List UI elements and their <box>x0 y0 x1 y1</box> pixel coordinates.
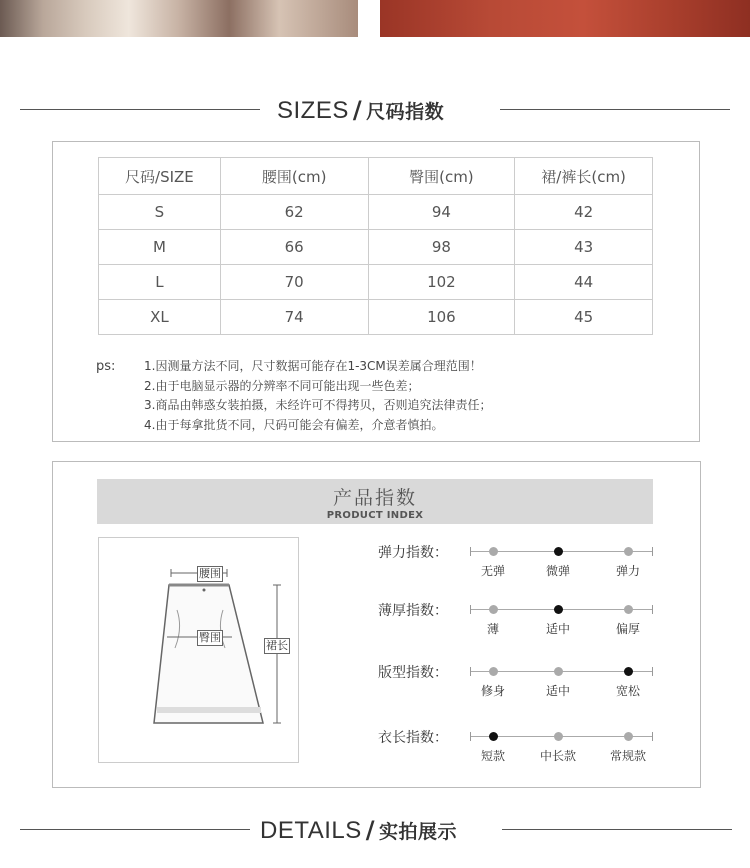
index-option-label: 中长款 <box>539 749 576 763</box>
cell-hip: 106 <box>368 300 515 335</box>
index-option-label: 适中 <box>545 622 570 636</box>
note-line: 2.由于电脑显示器的分辨率不同可能出现一些色差； <box>144 378 420 393</box>
cell-hip: 94 <box>368 195 515 230</box>
details-heading-cn: 实拍展示 <box>379 821 458 843</box>
index-option-label: 无弹 <box>480 564 505 578</box>
skirt-diagram <box>98 537 299 763</box>
index-option-label: 适中 <box>545 684 570 698</box>
cell-length: 42 <box>515 195 653 230</box>
index-dot-selected <box>554 605 563 614</box>
index-option-label: 修身 <box>480 684 505 698</box>
index-row-label: 版型指数： <box>378 665 448 681</box>
table-row <box>99 230 653 265</box>
details-heading <box>260 816 457 845</box>
index-option-label: 微弹 <box>545 564 570 578</box>
cell-size: L <box>99 265 221 300</box>
notes-prefix: ps: <box>96 359 116 374</box>
col-header-hip: 臀围(cm) <box>368 158 515 195</box>
index-row-label: 弹力指数： <box>378 545 448 561</box>
index-scale-end-tick <box>470 547 471 556</box>
product-photo-right <box>380 0 750 37</box>
details-rule-right <box>502 829 732 830</box>
details-heading-en: DETAILS <box>260 817 362 844</box>
col-header-length: 裙/裤长(cm) <box>515 158 653 195</box>
table-row <box>99 300 653 335</box>
index-option-label: 偏厚 <box>615 622 640 636</box>
heading-rule-left <box>20 109 260 110</box>
index-scale-end-tick <box>470 605 471 614</box>
sizes-heading-en: SIZES <box>277 97 349 124</box>
note-line: 4.由于每拿批货不同，尺码可能会有偏差，介意者慎拍。 <box>144 417 444 432</box>
index-dot <box>554 667 563 676</box>
cell-waist: 62 <box>220 195 368 230</box>
index-scale-end-tick <box>652 732 653 741</box>
index-dot <box>624 605 633 614</box>
index-scale-end-tick <box>652 547 653 556</box>
index-option-label: 宽松 <box>615 684 640 698</box>
index-dot <box>489 547 498 556</box>
heading-rule-right <box>500 109 730 110</box>
diagram-label-hip: 臀围 <box>199 631 221 644</box>
cell-length: 44 <box>515 265 653 300</box>
cell-hip: 98 <box>368 230 515 265</box>
cell-waist: 70 <box>220 265 368 300</box>
index-dot <box>489 605 498 614</box>
index-option-label: 薄 <box>486 622 499 636</box>
table-row <box>99 265 653 300</box>
diagram-label-length: 裙长 <box>266 639 288 652</box>
index-dot <box>624 732 633 741</box>
size-table-header <box>99 158 653 195</box>
cell-length: 43 <box>515 230 653 265</box>
index-option-label: 常规款 <box>609 749 646 763</box>
col-header-size: 尺码/SIZE <box>99 158 221 195</box>
cell-size: S <box>99 195 221 230</box>
cell-length: 45 <box>515 300 653 335</box>
index-scale-end-tick <box>652 667 653 676</box>
product-index-title-cn: 产品指数 <box>332 487 417 509</box>
index-option-label: 短款 <box>480 749 505 763</box>
diagram-label-waist: 腰围 <box>199 567 221 580</box>
product-index-banner <box>97 479 653 524</box>
cell-hip: 102 <box>368 265 515 300</box>
cell-size: M <box>99 230 221 265</box>
index-scale-end-tick <box>470 732 471 741</box>
index-dot-selected <box>554 547 563 556</box>
sizes-heading-sep: / <box>352 96 363 124</box>
cell-size: XL <box>99 300 221 335</box>
note-line: 3.商品由韩惑女装拍摄，未经许可不得拷贝，否则追究法律责任； <box>144 398 492 412</box>
cell-waist: 74 <box>220 300 368 335</box>
details-heading-sep: / <box>365 816 376 844</box>
product-photo-left <box>0 0 358 37</box>
product-index-title-en: PRODUCT INDEX <box>326 510 424 521</box>
col-header-waist: 腰围(cm) <box>220 158 368 195</box>
sizes-heading <box>277 96 444 125</box>
size-table <box>98 157 653 335</box>
index-dot-selected <box>624 667 633 676</box>
index-scale-end-tick <box>470 667 471 676</box>
cell-waist: 66 <box>220 230 368 265</box>
index-dot <box>624 547 633 556</box>
index-scale-end-tick <box>652 605 653 614</box>
index-row-label: 衣长指数： <box>378 730 448 746</box>
index-dot <box>554 732 563 741</box>
sizes-heading-cn: 尺码指数 <box>366 101 445 123</box>
table-row <box>99 195 653 230</box>
index-row-label: 薄厚指数： <box>378 603 448 619</box>
details-rule-left <box>20 829 250 830</box>
index-dot <box>489 667 498 676</box>
index-option-label: 弹力 <box>615 564 640 578</box>
index-dot-selected <box>489 732 498 741</box>
note-line: 1.因测量方法不同，尺寸数据可能存在1-3CM误差属合理范围！ <box>144 359 482 373</box>
